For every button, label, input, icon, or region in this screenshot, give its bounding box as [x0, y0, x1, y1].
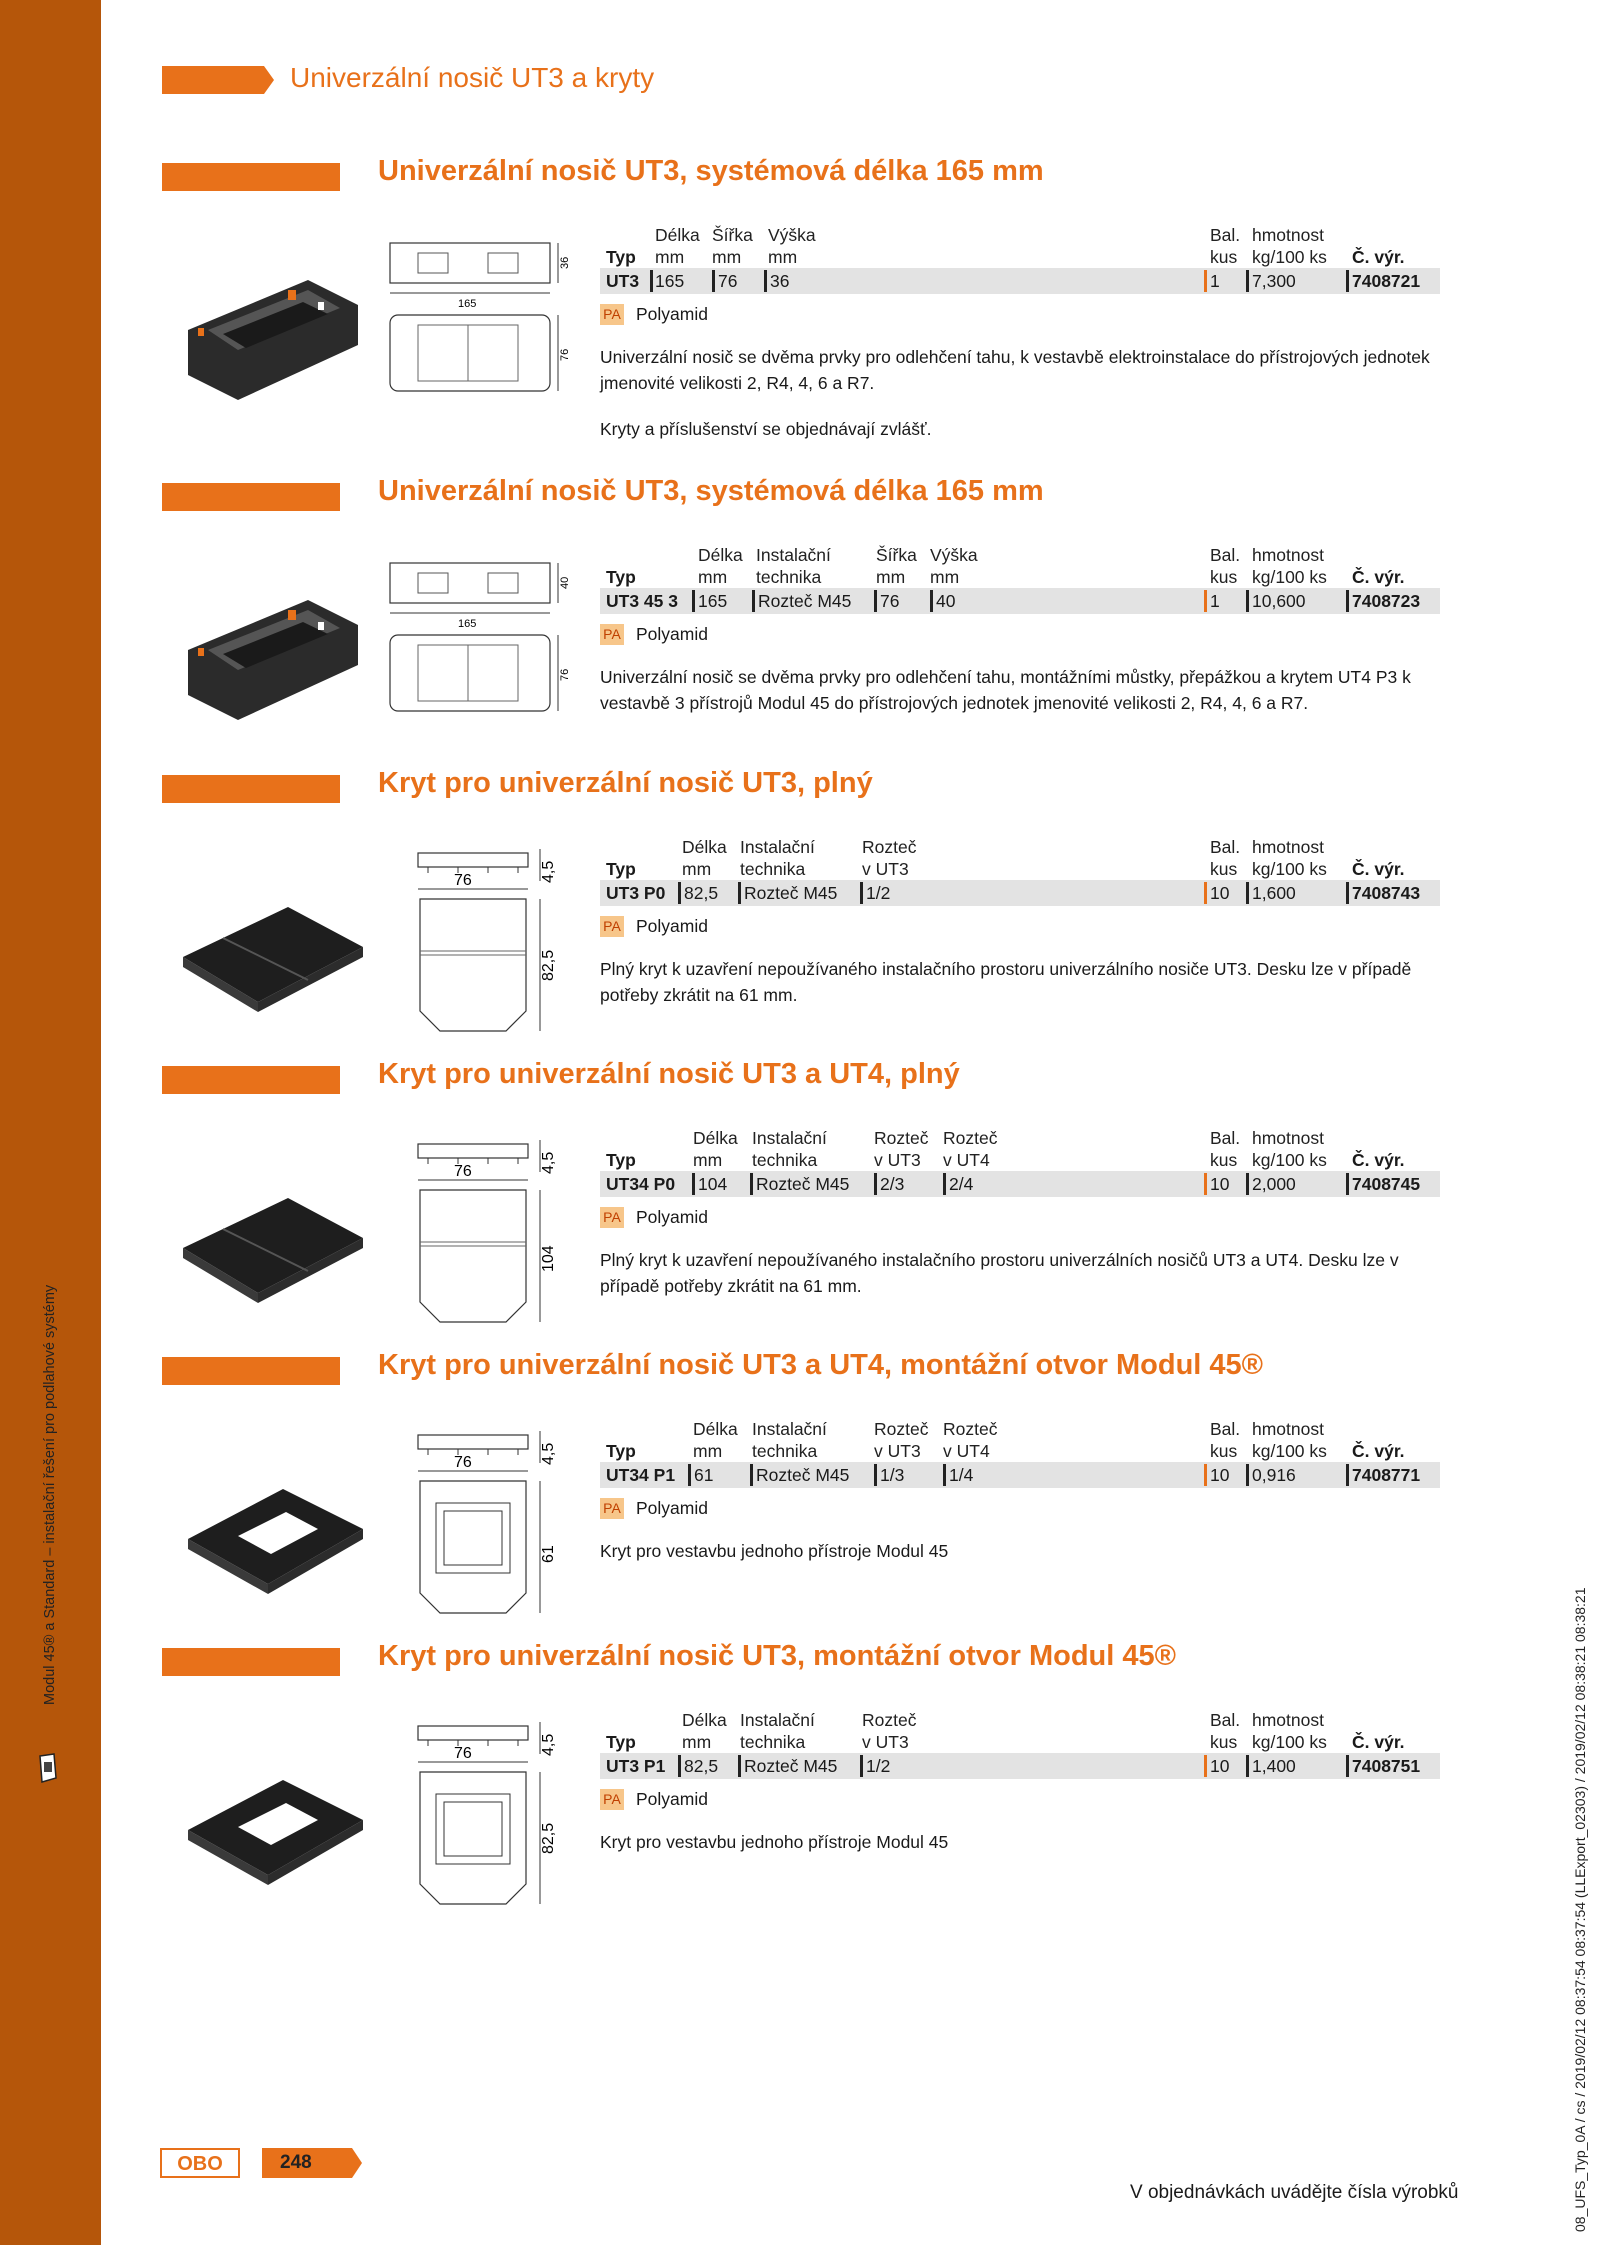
- cell-separator: [1346, 1464, 1349, 1486]
- svg-text:4,5: 4,5: [540, 1442, 557, 1465]
- header-top: Bal.: [1210, 545, 1241, 565]
- cell-cislo-vyrobku: 7408721: [1352, 271, 1421, 291]
- header-top: Délka: [682, 837, 727, 857]
- table-header-cell: [1210, 224, 1240, 268]
- cell-value: 2/4: [949, 1174, 974, 1194]
- cell-separator: [1204, 882, 1207, 904]
- material-badge: PA: [600, 916, 624, 937]
- cell-separator: [678, 882, 681, 904]
- table-header-cell: [862, 836, 916, 880]
- svg-text:76: 76: [454, 872, 472, 889]
- page-number-tab: [262, 2148, 362, 2178]
- header-bottom: technika: [756, 567, 822, 587]
- cell-value: 76: [880, 591, 900, 611]
- cell-separator: [678, 1755, 681, 1777]
- header-bottom: kus: [1210, 1441, 1238, 1461]
- cell-cislo-vyrobku: 7408743: [1352, 883, 1421, 903]
- cell-separator: [930, 590, 933, 612]
- header-typ: Typ: [606, 859, 636, 879]
- material-line: [600, 302, 1440, 332]
- header-cislo-vyrobku: Č. výr.: [1352, 1732, 1405, 1752]
- cell-separator: [1246, 1464, 1249, 1486]
- header-typ: Typ: [606, 1441, 636, 1461]
- section-bar: [162, 1066, 340, 1094]
- material-line: [600, 1787, 1440, 1817]
- header-top: Výška: [930, 545, 978, 565]
- header-top: Rozteč: [874, 1419, 929, 1439]
- table-header-row: [600, 544, 1440, 588]
- product-table: [600, 836, 1440, 1008]
- cell-separator: [688, 1464, 691, 1486]
- cell-separator: [1246, 590, 1249, 612]
- header-cislo-vyrobku: Č. výr.: [1352, 859, 1405, 879]
- svg-text:82,5: 82,5: [540, 949, 557, 981]
- product-photo: [168, 1735, 373, 1910]
- cell-value: 36: [770, 271, 790, 291]
- svg-text:76: 76: [454, 1163, 472, 1180]
- cell-hmotnost: 10,600: [1252, 591, 1306, 611]
- header-top: Délka: [698, 545, 743, 565]
- material-text: Polyamid: [636, 624, 708, 644]
- section-bar: [162, 483, 340, 511]
- cell-value: Rozteč M45: [756, 1465, 850, 1485]
- table-header-row: [600, 1418, 1440, 1462]
- table-header-cell: [862, 1709, 916, 1753]
- svg-text:40: 40: [559, 576, 571, 589]
- cell-value: 1/3: [880, 1465, 905, 1485]
- material-text: Polyamid: [636, 304, 708, 324]
- table-header-cell: [682, 1709, 727, 1753]
- header-bottom: mm: [698, 567, 728, 587]
- cell-separator: [874, 590, 877, 612]
- cell-value: 104: [698, 1174, 728, 1194]
- product-description: Univerzální nosič se dvěma prvky pro odlehčení tahu, montážními můstky, přepážkou a krytem UT4 P3 k vestavbě 3 přístrojů Modul 45 do přístrojových jednotek jmenovité velikosti 2, R4, 4, 6 a R7.: [600, 667, 1411, 713]
- table-header-cell: [655, 224, 700, 268]
- table-header-cell: [943, 1127, 997, 1171]
- table-header-cell: [1252, 1418, 1327, 1462]
- header-bottom: mm: [876, 567, 906, 587]
- material-badge: PA: [600, 1789, 624, 1810]
- header-bottom: v UT3: [874, 1441, 921, 1461]
- svg-text:104: 104: [540, 1245, 557, 1272]
- table-header-cell: [943, 1418, 997, 1462]
- product-photo: [168, 1444, 373, 1619]
- header-bottom: kg/100 ks: [1252, 1150, 1327, 1170]
- table-header-cell: [1252, 224, 1327, 268]
- technical-drawing: [378, 841, 578, 1041]
- spine-text: Modul 45® a Standard – instalační řešení pro podlahové systémy: [42, 1284, 58, 1705]
- header-bottom: kus: [1210, 1150, 1238, 1170]
- product-description: Plný kryt k uzavření nepoužívaného instalačního prostoru univerzálních nosičů UT3 a UT4. Desku lze v případě potřeby zkrátit na 61 mm.: [600, 1250, 1399, 1296]
- cell-hmotnost: 7,300: [1252, 271, 1296, 291]
- header-top: Rozteč: [874, 1128, 929, 1148]
- device-icon: [36, 1752, 60, 1784]
- cell-value: 1/2: [866, 1756, 891, 1776]
- header-typ: Typ: [606, 1150, 636, 1170]
- cell-separator: [1246, 1755, 1249, 1777]
- table-row: [600, 1171, 1440, 1197]
- header-bottom: mm: [712, 247, 742, 267]
- cell-bal: 1: [1210, 591, 1220, 611]
- cell-typ: UT3: [606, 271, 640, 291]
- page-number: 248: [280, 2152, 312, 2173]
- cell-hmotnost: 2,000: [1252, 1174, 1296, 1194]
- cell-value: Rozteč M45: [744, 883, 838, 903]
- cell-separator: [943, 1464, 946, 1486]
- svg-text:4,5: 4,5: [540, 1733, 557, 1756]
- header-bottom: kus: [1210, 1732, 1238, 1752]
- table-row: [600, 1462, 1440, 1488]
- header-top: Instalační: [752, 1128, 827, 1148]
- cell-value: 165: [655, 271, 685, 291]
- header-top: Instalační: [752, 1419, 827, 1439]
- header-cislo-vyrobku: Č. výr.: [1352, 567, 1405, 587]
- page-header-title: Univerzální nosič UT3 a kryty: [290, 62, 655, 93]
- cell-cislo-vyrobku: 7408771: [1352, 1465, 1421, 1485]
- table-header-cell: [756, 544, 831, 588]
- table-header-cell: [876, 544, 917, 588]
- header-cislo-vyrobku: Č. výr.: [1352, 1150, 1405, 1170]
- table-header-cell: [874, 1127, 928, 1171]
- cell-separator: [1204, 1173, 1207, 1195]
- material-badge: PA: [600, 304, 624, 325]
- cell-typ: UT3 P0: [606, 883, 666, 903]
- product-description: Kryt pro vestavbu jednoho přístroje Modul 45: [600, 1832, 949, 1852]
- header-bottom: v UT3: [862, 859, 909, 879]
- cell-separator: [874, 1173, 877, 1195]
- cell-separator: [1204, 1755, 1207, 1777]
- cell-bal: 1: [1210, 271, 1220, 291]
- section-bar: [162, 163, 340, 191]
- header-top: Délka: [693, 1128, 738, 1148]
- cell-value: 82,5: [684, 883, 719, 903]
- technical-drawing: [378, 229, 578, 429]
- table-header-cell: [693, 1418, 738, 1462]
- header-top: Bal.: [1210, 1710, 1241, 1730]
- material-text: Polyamid: [636, 916, 708, 936]
- header-bottom: technika: [740, 859, 806, 879]
- cell-separator: [750, 1464, 753, 1486]
- header-typ: Typ: [606, 1732, 636, 1752]
- table-header-row: [600, 1709, 1440, 1753]
- header-tab-arrow: [162, 66, 274, 94]
- product-photo: [168, 862, 373, 1037]
- cell-cislo-vyrobku: 7408751: [1352, 1756, 1421, 1776]
- header-top: Rozteč: [943, 1128, 998, 1148]
- header-bottom: kg/100 ks: [1252, 1732, 1327, 1752]
- technical-drawing: [378, 1423, 578, 1623]
- header-bottom: kus: [1210, 567, 1238, 587]
- header-top: Instalační: [756, 545, 831, 565]
- cell-separator: [1246, 882, 1249, 904]
- cell-separator: [1346, 270, 1349, 292]
- technical-drawing: [378, 1132, 578, 1332]
- table-header-cell: [682, 836, 727, 880]
- table-header-cell: [1210, 1709, 1240, 1753]
- section-title: Kryt pro univerzální nosič UT3, montážní otvor Modul 45®: [378, 1640, 1177, 1672]
- header-bottom: technika: [752, 1150, 818, 1170]
- table-header-cell: [752, 1418, 827, 1462]
- svg-text:36: 36: [559, 256, 571, 269]
- header-bottom: kg/100 ks: [1252, 859, 1327, 879]
- header-top: Délka: [655, 225, 700, 245]
- cell-cislo-vyrobku: 7408723: [1352, 591, 1421, 611]
- cell-separator: [750, 1173, 753, 1195]
- header-top: Bal.: [1210, 837, 1241, 857]
- table-header-cell: [712, 224, 753, 268]
- product-table: [600, 1418, 1440, 1564]
- svg-text:165: 165: [458, 618, 477, 630]
- cell-hmotnost: 0,916: [1252, 1465, 1296, 1485]
- cell-bal: 10: [1210, 1465, 1230, 1485]
- cell-bal: 10: [1210, 883, 1230, 903]
- cell-value: Rozteč M45: [758, 591, 852, 611]
- table-header-cell: [693, 1127, 738, 1171]
- section-title: Kryt pro univerzální nosič UT3, plný: [378, 767, 873, 799]
- table-row: [600, 1753, 1440, 1779]
- cell-separator: [943, 1173, 946, 1195]
- section-bar: [162, 1357, 340, 1385]
- header-top: Bal.: [1210, 225, 1241, 245]
- header-top: hmotnost: [1252, 1128, 1324, 1148]
- table-header-cell: [768, 224, 816, 268]
- left-sidebar-bar: [0, 0, 101, 2245]
- header-top: hmotnost: [1252, 545, 1324, 565]
- header-bottom: mm: [693, 1441, 723, 1461]
- header-cislo-vyrobku: Č. výr.: [1352, 1441, 1405, 1461]
- cell-separator: [1346, 590, 1349, 612]
- cell-value: 1/4: [949, 1465, 974, 1485]
- header-top: Instalační: [740, 1710, 815, 1730]
- header-top: Délka: [693, 1419, 738, 1439]
- header-top: Šířka: [876, 545, 917, 565]
- product-table: [600, 544, 1440, 716]
- cell-value: 61: [694, 1465, 714, 1485]
- cell-separator: [738, 1755, 741, 1777]
- product-description: Kryt pro vestavbu jednoho přístroje Modul 45: [600, 1541, 949, 1561]
- table-header-cell: [698, 544, 743, 588]
- product-table: [600, 224, 1440, 442]
- header-typ: Typ: [606, 567, 636, 587]
- header-bottom: v UT3: [874, 1150, 921, 1170]
- cell-value: 165: [698, 591, 728, 611]
- material-text: Polyamid: [636, 1498, 708, 1518]
- cell-typ: UT3 P1: [606, 1756, 666, 1776]
- material-line: [600, 1496, 1440, 1526]
- svg-text:4,5: 4,5: [540, 1151, 557, 1174]
- header-top: Rozteč: [862, 837, 917, 857]
- section-title: Univerzální nosič UT3, systémová délka 165 mm: [378, 475, 1044, 507]
- header-bottom: mm: [682, 1732, 712, 1752]
- cell-bal: 10: [1210, 1174, 1230, 1194]
- table-header-cell: [1210, 1127, 1240, 1171]
- cell-separator: [650, 270, 653, 292]
- table-row: [600, 588, 1440, 614]
- cell-separator: [1246, 270, 1249, 292]
- table-header-cell: [740, 1709, 815, 1753]
- cell-hmotnost: 1,400: [1252, 1756, 1296, 1776]
- header-bottom: kus: [1210, 859, 1238, 879]
- cell-separator: [712, 270, 715, 292]
- svg-text:OBO: OBO: [177, 2153, 223, 2175]
- cell-value: 2/3: [880, 1174, 905, 1194]
- product-photo: [168, 250, 373, 425]
- cell-separator: [1246, 1173, 1249, 1195]
- cell-separator: [692, 1173, 695, 1195]
- cell-separator: [1346, 1755, 1349, 1777]
- header-bottom: v UT3: [862, 1732, 909, 1752]
- header-bottom: mm: [693, 1150, 723, 1170]
- cell-typ: UT34 P0: [606, 1174, 676, 1194]
- obo-logo: [160, 2148, 240, 2178]
- cell-separator: [874, 1464, 877, 1486]
- cell-value: Rozteč M45: [744, 1756, 838, 1776]
- table-header-row: [600, 1127, 1440, 1171]
- header-top: Délka: [682, 1710, 727, 1730]
- header-bottom: kus: [1210, 247, 1238, 267]
- cell-cislo-vyrobku: 7408745: [1352, 1174, 1421, 1194]
- header-top: hmotnost: [1252, 1710, 1324, 1730]
- header-bottom: v UT4: [943, 1441, 990, 1461]
- material-line: [600, 914, 1440, 944]
- header-top: hmotnost: [1252, 225, 1324, 245]
- table-header-row: [600, 836, 1440, 880]
- section-bar: [162, 775, 340, 803]
- cell-separator: [752, 590, 755, 612]
- table-header-cell: [752, 1127, 827, 1171]
- product-description: Univerzální nosič se dvěma prvky pro odlehčení tahu, k vestavbě elektroinstalace do přístrojových jednotek jmenovité velikosti 2, R4, 4, 6 a R7.: [600, 347, 1430, 393]
- svg-text:82,5: 82,5: [540, 1822, 557, 1854]
- header-top: Instalační: [740, 837, 815, 857]
- cell-typ: UT34 P1: [606, 1465, 676, 1485]
- header-top: Bal.: [1210, 1128, 1241, 1148]
- table-row: [600, 880, 1440, 906]
- header-top: hmotnost: [1252, 1419, 1324, 1439]
- svg-text:76: 76: [454, 1745, 472, 1762]
- cell-separator: [1346, 882, 1349, 904]
- product-photo: [168, 1153, 373, 1328]
- cell-typ: UT3 45 3: [606, 591, 678, 611]
- product-description: Plný kryt k uzavření nepoužívaného instalačního prostoru univerzálního nosiče UT3. Desku lze v případě potřeby zkrátit na 61 mm.: [600, 959, 1412, 1005]
- svg-text:61: 61: [540, 1545, 557, 1563]
- table-header-cell: [1252, 836, 1327, 880]
- svg-text:4,5: 4,5: [540, 860, 557, 883]
- product-table: [600, 1127, 1440, 1299]
- cell-separator: [860, 882, 863, 904]
- cell-separator: [1204, 1464, 1207, 1486]
- table-header-cell: [1210, 836, 1240, 880]
- cell-separator: [1346, 1173, 1349, 1195]
- svg-text:165: 165: [458, 298, 477, 310]
- cell-value: 76: [718, 271, 738, 291]
- table-header-cell: [1252, 544, 1327, 588]
- table-header-cell: [930, 544, 978, 588]
- material-line: [600, 1205, 1440, 1235]
- header-top: Rozteč: [862, 1710, 917, 1730]
- header-bottom: technika: [740, 1732, 806, 1752]
- svg-text:76: 76: [454, 1454, 472, 1471]
- table-header-row: [600, 224, 1440, 268]
- material-text: Polyamid: [636, 1207, 708, 1227]
- header-cislo-vyrobku: Č. výr.: [1352, 247, 1405, 267]
- header-bottom: kg/100 ks: [1252, 567, 1327, 587]
- cell-separator: [692, 590, 695, 612]
- section-title: Kryt pro univerzální nosič UT3 a UT4, montážní otvor Modul 45®: [378, 1349, 1264, 1381]
- cell-separator: [1204, 270, 1207, 292]
- cell-separator: [1204, 590, 1207, 612]
- svg-text:76: 76: [559, 668, 571, 681]
- product-photo: [168, 570, 373, 745]
- header-top: Rozteč: [943, 1419, 998, 1439]
- header-top: Šířka: [712, 225, 753, 245]
- technical-drawing: [378, 1714, 578, 1914]
- material-badge: PA: [600, 624, 624, 645]
- section-title: Kryt pro univerzální nosič UT3 a UT4, plný: [378, 1058, 960, 1090]
- technical-drawing: [378, 549, 578, 749]
- footer-note: V objednávkách uvádějte čísla výrobků: [1130, 2182, 1459, 2203]
- svg-text:76: 76: [559, 348, 571, 361]
- header-top: Výška: [768, 225, 816, 245]
- header-bottom: technika: [752, 1441, 818, 1461]
- header-bottom: v UT4: [943, 1150, 990, 1170]
- header-bottom: kg/100 ks: [1252, 247, 1327, 267]
- cell-separator: [738, 882, 741, 904]
- product-table: [600, 1709, 1440, 1855]
- material-text: Polyamid: [636, 1789, 708, 1809]
- cell-value: 82,5: [684, 1756, 719, 1776]
- header-bottom: mm: [930, 567, 960, 587]
- header-top: hmotnost: [1252, 837, 1324, 857]
- cell-bal: 10: [1210, 1756, 1230, 1776]
- table-header-cell: [1210, 1418, 1240, 1462]
- print-metadata: 08_UFS_Typ_0A / cs / 2019/02/12 08:37:54 08:37:54 (LLExport_02303) / 2019/02/12 08:38:21 08:38:21: [1572, 1587, 1588, 2232]
- header-typ: Typ: [606, 247, 636, 267]
- section-bar: [162, 1648, 340, 1676]
- cell-value: 40: [936, 591, 956, 611]
- table-header-cell: [1210, 544, 1240, 588]
- header-top: Bal.: [1210, 1419, 1241, 1439]
- header-bottom: kg/100 ks: [1252, 1441, 1327, 1461]
- material-badge: PA: [600, 1207, 624, 1228]
- cell-separator: [860, 1755, 863, 1777]
- header-bottom: mm: [768, 247, 798, 267]
- table-header-cell: [1252, 1709, 1327, 1753]
- cell-value: Rozteč M45: [756, 1174, 850, 1194]
- table-header-cell: [1252, 1127, 1327, 1171]
- table-header-cell: [874, 1418, 928, 1462]
- table-header-cell: [740, 836, 815, 880]
- section-title: Univerzální nosič UT3, systémová délka 165 mm: [378, 155, 1044, 187]
- product-note: Kryty a příslušenství se objednávají zvlášť.: [600, 419, 932, 439]
- header-bottom: mm: [655, 247, 685, 267]
- material-badge: PA: [600, 1498, 624, 1519]
- cell-separator: [764, 270, 767, 292]
- header-bottom: mm: [682, 859, 712, 879]
- cell-hmotnost: 1,600: [1252, 883, 1296, 903]
- cell-value: 1/2: [866, 883, 891, 903]
- table-row: [600, 268, 1440, 294]
- material-line: [600, 622, 1440, 652]
